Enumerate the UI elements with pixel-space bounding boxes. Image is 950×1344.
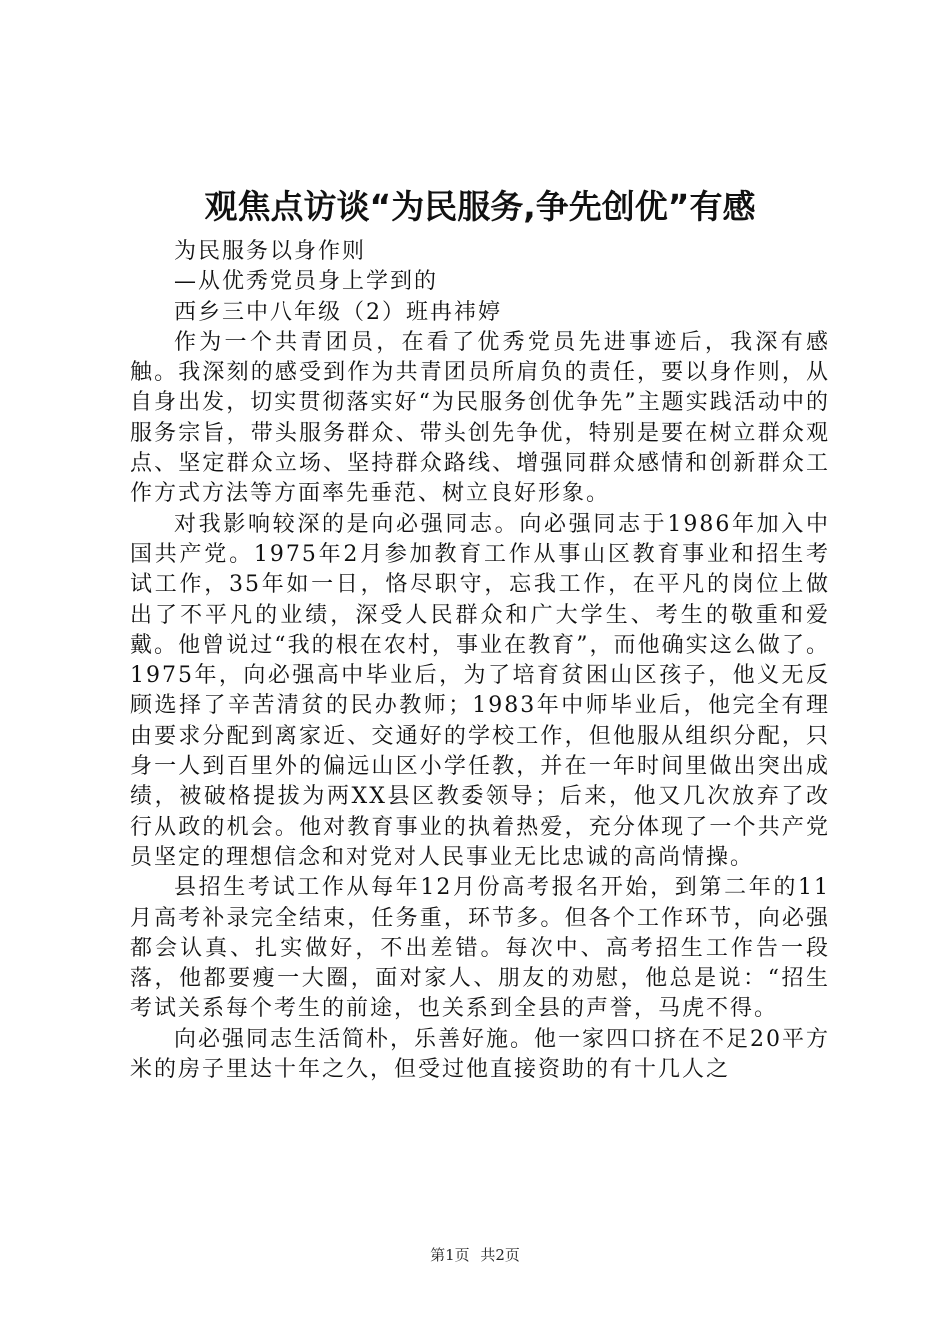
subtitle-line: —从优秀党员身上学到的 [174,269,439,295]
body-paragraph: 作为一个共青团员，在看了优秀党员先进事迹后，我深有感触。我深刻的感受到作为共青团员所肩负的责任，要以身作则，从自身出发，切实贯彻落实好“为民服务创优争先”主题实践活动中的服务宗旨，带头服务群众、带头创先争优，特别是要在树立群众观点、坚定群众立场、坚持群众路线、增强同群众感情和创新群众工作方式方法等方面率先垂范、树立良好形象。 [130,329,830,507]
body-paragraph: 向必强同志生活简朴，乐善好施。他一家四口挤在不足20平方米的房子里达十年之久，但受过他直接资助的有十几人之 [130,1026,830,1083]
page-number: 第1页 [430,1246,470,1264]
author-line: 西乡三中八年级（2）班冉祎婷 [174,299,502,325]
page-total: 共2页 [480,1246,520,1264]
page-footer [0,1245,950,1265]
document-body [130,237,830,1085]
document-title: 观焦点访谈“为民服务,争先创优”有感 [204,187,756,226]
subtitle-line: 为民服务以身作则 [174,239,367,264]
body-paragraph: 对我影响较深的是向必强同志。向必强同志于1986年加入中国共产党。1975年2月参加教育工作从事山区教育事业和招生考试工作，35年如一日，恪尽职守，忘我工作，在平凡的岗位上做出了不平凡的业绩，深受人民群众和广大学生、考生的敬重和爱戴。他曾说过“我的根在农村，事业在教育”，而他确实这么做了。1975年，向必强高中毕业后，为了培育贫困山区孩子，他义无反顾选择了辛苦清贫的民办教师；1983年中师毕业后，他完全有理由要求分配到离家近、交通好的学校工作，但他服从组织分配，只身一人到百里外的偏远山区小学任教，并在一年时间里做出突出成绩，被破格提拔为两XX县区教委领导；后来，他又几次放弃了改行从政的机会。他对教育事业的执着热爱，充分体现了一个共产党员坚定的理想信念和对党对人民事业无比忠诚的高尚情操。 [130,511,830,870]
body-paragraph: 县招生考试工作从每年12月份高考报名开始，到第二年的11月高考补录完全结束，任务重，环节多。但各个工作环节，向必强都会认真、扎实做好，不出差错。每次中、高考招生工作告一段落，他都要瘦一大圈，面对家人、朋友的劝慰，他总是说：“招生考试关系每个考生的前途，也关系到全县的声誉，马虎不得。 [130,875,830,1022]
